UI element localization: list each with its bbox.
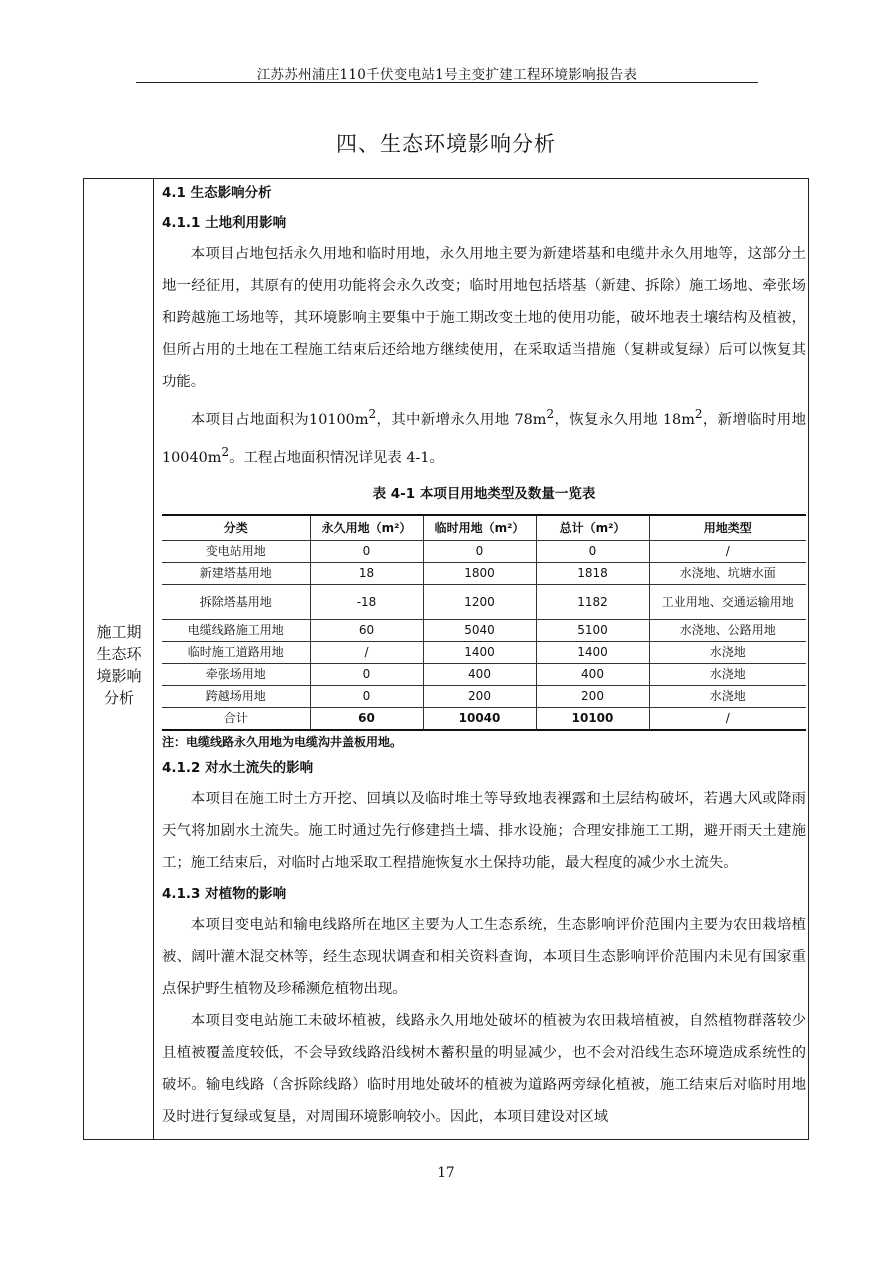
area-text-d: ，新增临时用地 10040m — [162, 411, 806, 466]
heading-4-1-1: 4.1.1 土地利用影响 — [162, 215, 287, 231]
table-cell: 拆除塔基用地 — [162, 584, 310, 619]
table-row — [162, 663, 806, 685]
table-header-cell: 用地类型 — [649, 515, 806, 541]
table-cell: 200 — [423, 685, 536, 707]
table-cell: 5100 — [536, 619, 649, 641]
superscript: 2 — [368, 407, 377, 421]
section-title: 四、生态环境影响分析 — [336, 132, 556, 156]
table-cell: 合计 — [162, 707, 310, 730]
area-text-b: ，其中新增永久用地 78m — [376, 411, 547, 428]
table-cell: 水浇地 — [649, 641, 806, 663]
side-label-line: 分析 — [103, 689, 134, 707]
paragraph-plants-2: 本项目变电站施工未破坏植被，线路永久用地处破坏的植被为农田栽培植被，自然植物群落较少且植被覆盖度较低，不会导致线路沿线树木蓄积量的明显减少，也不会对沿线生态环境造成系统性的破坏。输电线路（含拆除线路）临时用地处破坏的植被为道路两旁绿化植被，施工结束后对临时用地及时进行复绿或复垦，对周围环境影响较小。因此，本项目建设对区域 — [162, 1012, 806, 1125]
table-cell: 5040 — [423, 619, 536, 641]
table-row — [162, 540, 806, 562]
paragraph-land-use: 本项目占地包括永久用地和临时用地，永久用地主要为新建塔基和电缆井永久用地等，这部分土地一经征用，其原有的使用功能将会永久改变；临时用地包括塔基（新建、拆除）施工场地、牵张场和跨越施工场地等，其环境影响主要集中于施工期改变土地的使用功能，破坏地表土壤结构及植被，但所占用的土地在工程施工结束后还给地方继续使用，在采取适当措施（复耕或复绿）后可以恢复其功能。 — [162, 246, 806, 390]
table-cell: 牵张场用地 — [162, 663, 310, 685]
area-text-a: 本项目占地面积为10100m — [190, 411, 369, 428]
table-cell: 变电站用地 — [162, 540, 310, 562]
frame-divider — [153, 178, 154, 1140]
table-cell: 水浇地 — [649, 663, 806, 685]
table-cell: 工业用地、交通运输用地 — [649, 584, 806, 619]
table-cell: -18 — [310, 584, 423, 619]
table-row — [162, 641, 806, 663]
table-row — [162, 584, 806, 619]
table-cell: 0 — [423, 540, 536, 562]
table-cell: 0 — [310, 540, 423, 562]
table-cell: 0 — [536, 540, 649, 562]
side-label-line: 境影响 — [96, 667, 142, 685]
table-cell: 400 — [423, 663, 536, 685]
table-cell: 10100 — [536, 707, 649, 730]
table-cell: 200 — [536, 685, 649, 707]
table-cell: 新建塔基用地 — [162, 562, 310, 584]
table-row — [162, 685, 806, 707]
table-cell: 水浇地、公路用地 — [649, 619, 806, 641]
table-cell: 60 — [310, 619, 423, 641]
table-cell: / — [649, 707, 806, 730]
table-cell: 18 — [310, 562, 423, 584]
table-header-row — [162, 515, 806, 541]
table-cell: 1400 — [536, 641, 649, 663]
running-header: 江苏苏州浦庄110千伏变电站1号主变扩建工程环境影响报告表 — [256, 67, 638, 83]
table-cell: 1818 — [536, 562, 649, 584]
superscript: 2 — [221, 444, 230, 459]
land-use-table — [162, 514, 806, 731]
table-row — [162, 619, 806, 641]
page-number: 17 — [437, 1165, 455, 1181]
side-label — [90, 621, 148, 709]
table-cell: 0 — [310, 685, 423, 707]
superscript: 2 — [546, 407, 555, 421]
side-label-line: 施工期 — [96, 623, 142, 641]
paragraph-soil-erosion: 本项目在施工时土方开挖、回填以及临时堆土等导致地表裸露和土层结构破坏，若遇大风或降雨天气将加剧水土流失。施工时通过先行修建挡土墙、排水设施；合理安排施工工期，避开雨天土建施工；施工结束后，对临时占地采取工程措施恢复水土保持功能，最大程度的减少水土流失。 — [162, 790, 806, 871]
area-text-c: ，恢复永久用地 18m — [554, 411, 695, 428]
header-rule — [136, 82, 758, 83]
table-caption: 表 4-1 本项目用地类型及数量一览表 — [372, 485, 596, 502]
table-cell: 1200 — [423, 584, 536, 619]
table-cell: 临时施工道路用地 — [162, 641, 310, 663]
table-cell: 1182 — [536, 584, 649, 619]
table-cell: 400 — [536, 663, 649, 685]
table-cell: 电缆线路施工用地 — [162, 619, 310, 641]
table-cell: / — [649, 540, 806, 562]
area-text-e: 。工程占地面积情况详见表 4-1。 — [229, 449, 444, 466]
table-row — [162, 562, 806, 584]
heading-4-1-3: 4.1.3 对植物的影响 — [162, 885, 287, 902]
table-cell: 0 — [310, 663, 423, 685]
content-body — [162, 178, 806, 1133]
table-cell: 水浇地 — [649, 685, 806, 707]
table-total-row — [162, 707, 806, 730]
paragraph-plants-1: 本项目变电站和输电线路所在地区主要为人工生态系统，生态影响评价范围内主要为农田栽培植被、阔叶灌木混交林等，经生态现状调查和相关资料查询，本项目生态影响评价范围内未见有国家重点保护野生植物及珍稀濒危植物出现。 — [162, 916, 806, 997]
heading-4-1-2: 4.1.2 对水土流失的影响 — [162, 759, 314, 776]
table-header-cell: 总计（m²） — [536, 515, 649, 541]
heading-4-1: 4.1 生态影响分析 — [162, 185, 272, 201]
table-cell: 10040 — [423, 707, 536, 730]
table-cell: 1800 — [423, 562, 536, 584]
side-label-line: 生态环 — [96, 645, 142, 663]
table-header-cell: 分类 — [162, 515, 310, 541]
table-cell: 跨越场用地 — [162, 685, 310, 707]
table-cell: / — [310, 641, 423, 663]
superscript: 2 — [694, 407, 703, 421]
table-header-cell: 永久用地（m²） — [310, 515, 423, 541]
table-cell: 水浇地、坑塘水面 — [649, 562, 806, 584]
table-header-cell: 临时用地（m²） — [423, 515, 536, 541]
table-cell: 60 — [310, 707, 423, 730]
table-note: 注：电缆线路永久用地为电缆沟井盖板用地。 — [162, 734, 403, 749]
paragraph-area — [162, 398, 806, 474]
table-cell: 1400 — [423, 641, 536, 663]
